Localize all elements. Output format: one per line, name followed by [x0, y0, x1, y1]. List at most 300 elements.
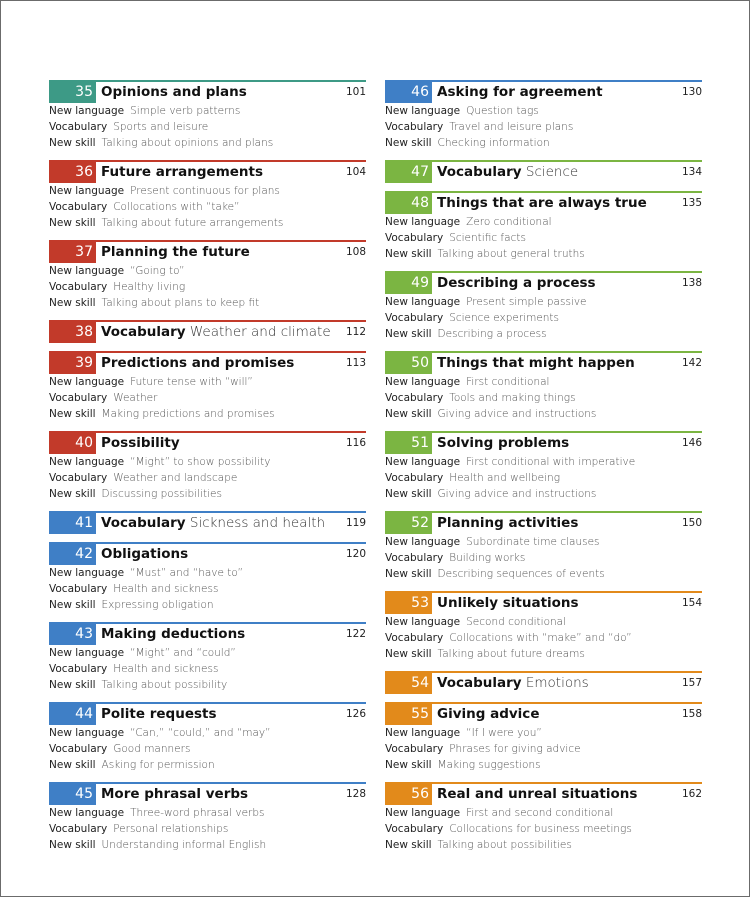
unit-page-number: 162 — [681, 788, 702, 800]
new-language-row — [385, 534, 702, 550]
row-label: New skill — [385, 137, 432, 149]
unit-title — [437, 673, 589, 694]
vocabulary-row — [49, 821, 366, 837]
unit-number-badge: 36 — [49, 162, 96, 183]
new-language-row — [385, 614, 702, 630]
unit-title — [101, 544, 188, 565]
row-value: Making predictions and promises — [101, 408, 275, 420]
unit-page-number: 113 — [345, 357, 366, 369]
new-skill-row — [49, 597, 366, 613]
row-label: New language — [49, 376, 125, 388]
row-label: New language — [49, 456, 125, 468]
new-language-row — [385, 294, 702, 310]
unit-page-number: 157 — [681, 677, 702, 689]
new-skill-row — [49, 757, 366, 773]
unit-title-text: Opinions and plans — [101, 84, 247, 100]
new-language-row — [49, 263, 366, 279]
vocabulary-row — [385, 741, 702, 757]
row-label: Vocabulary — [385, 552, 444, 564]
unit-entry-51[interactable] — [385, 431, 702, 502]
new-skill-row — [385, 246, 702, 262]
unit-number-badge: 35 — [49, 82, 96, 103]
unit-number-badge: 42 — [49, 544, 96, 565]
vocabulary-row — [49, 119, 366, 135]
row-label: New skill — [49, 839, 96, 851]
row-label: New skill — [385, 488, 432, 500]
row-value: Talking about future dreams — [437, 648, 585, 660]
unit-title-text: Possibility — [101, 435, 180, 451]
row-value: Simple verb patterns — [130, 105, 241, 117]
unit-header — [49, 320, 366, 343]
unit-page-number: 126 — [345, 708, 366, 720]
new-skill-row — [385, 646, 702, 662]
unit-title — [437, 82, 603, 103]
unit-page-number: 130 — [681, 86, 702, 98]
unit-header — [49, 511, 366, 534]
unit-title-text: Planning the future — [101, 244, 250, 260]
row-label: Vocabulary — [49, 472, 108, 484]
new-skill-row — [385, 135, 702, 151]
unit-title — [437, 784, 637, 805]
row-label: New language — [385, 727, 461, 739]
unit-number-badge: 46 — [385, 82, 432, 103]
unit-details — [49, 565, 366, 613]
row-value: Collocations with “make” and “do” — [449, 632, 632, 644]
row-label: New skill — [385, 328, 432, 340]
unit-number-badge: 55 — [385, 704, 432, 725]
row-label: New language — [49, 105, 125, 117]
unit-header — [385, 511, 702, 534]
unit-page-number: 134 — [681, 166, 702, 178]
unit-page-number: 138 — [681, 277, 702, 289]
unit-title-text: Giving advice — [437, 706, 540, 722]
unit-entry-56[interactable] — [385, 782, 702, 853]
unit-details — [385, 725, 702, 773]
vocabulary-row — [385, 390, 702, 406]
unit-number-badge: 52 — [385, 513, 432, 534]
unit-title-text: Making deductions — [101, 626, 246, 642]
unit-page-number: 120 — [345, 548, 366, 560]
unit-header — [49, 80, 366, 103]
row-label: New language — [49, 807, 125, 819]
row-label: New skill — [385, 648, 432, 660]
row-label: New skill — [385, 248, 432, 260]
unit-entry-49[interactable] — [385, 271, 702, 342]
unit-number-badge: 56 — [385, 784, 432, 805]
new-language-row — [49, 103, 366, 119]
vocabulary-row — [49, 581, 366, 597]
unit-page-number: 150 — [681, 517, 702, 529]
row-value: Talking about possibilities — [437, 839, 572, 851]
vocabulary-row — [49, 470, 366, 486]
unit-header — [49, 782, 366, 805]
row-value: Making suggestions — [437, 759, 541, 771]
unit-details — [49, 263, 366, 311]
row-label: New skill — [385, 839, 432, 851]
unit-header — [49, 542, 366, 565]
unit-title-text: Obligations — [101, 546, 189, 562]
unit-number-badge: 40 — [49, 433, 96, 454]
row-label: New skill — [385, 408, 432, 420]
unit-header — [49, 160, 366, 183]
unit-header — [49, 431, 366, 454]
row-value: Personal relationships — [113, 823, 229, 835]
row-label: New skill — [49, 408, 96, 420]
vocabulary-row — [49, 741, 366, 757]
unit-page-number: 116 — [345, 437, 366, 449]
row-value: Health and wellbeing — [449, 472, 560, 484]
unit-header — [385, 591, 702, 614]
unit-details — [49, 103, 366, 151]
unit-title-text: Vocabulary — [101, 324, 186, 340]
new-language-row — [385, 454, 702, 470]
row-value: Tools and making things — [449, 392, 576, 404]
row-label: New language — [49, 647, 125, 659]
row-value: Talking about opinions and plans — [101, 137, 274, 149]
row-value: Talking about future arrangements — [101, 217, 284, 229]
vocabulary-row — [385, 630, 702, 646]
unit-number-badge: 39 — [49, 353, 96, 374]
unit-entry-36[interactable] — [49, 160, 366, 231]
vocabulary-row — [49, 279, 366, 295]
unit-header — [49, 622, 366, 645]
unit-page-number: 119 — [345, 517, 366, 529]
unit-number-badge: 49 — [385, 273, 432, 294]
row-value: Building works — [449, 552, 526, 564]
row-value: First and second conditional — [466, 807, 614, 819]
unit-title — [101, 322, 331, 343]
unit-title-text: Describing a process — [437, 275, 596, 291]
unit-title-text: Asking for agreement — [437, 84, 603, 100]
row-value: Travel and leisure plans — [449, 121, 574, 133]
unit-entry-37[interactable] — [49, 240, 366, 311]
row-value: Present simple passive — [466, 296, 587, 308]
row-label: Vocabulary — [49, 121, 108, 133]
row-value: Scientific facts — [449, 232, 526, 244]
row-label: New language — [385, 105, 461, 117]
unit-entry-53[interactable] — [385, 591, 702, 662]
new-language-row — [385, 374, 702, 390]
unit-details — [49, 725, 366, 773]
unit-title — [101, 242, 250, 263]
unit-number-badge: 41 — [49, 513, 96, 534]
row-label: Vocabulary — [49, 392, 108, 404]
unit-page-number: 101 — [345, 86, 366, 98]
unit-entry-48[interactable] — [385, 191, 702, 262]
unit-entry-40[interactable] — [49, 431, 366, 502]
row-value: Science experiments — [449, 312, 560, 324]
row-value: Phrases for giving advice — [449, 743, 581, 755]
unit-title — [437, 593, 579, 614]
unit-title-text: Solving problems — [437, 435, 570, 451]
row-value: Good manners — [113, 743, 191, 755]
unit-subtitle: Science — [521, 164, 579, 180]
new-skill-row — [49, 406, 366, 422]
unit-title — [101, 82, 247, 103]
unit-entry-42[interactable] — [49, 542, 366, 613]
row-label: Vocabulary — [49, 583, 108, 595]
row-label: New language — [385, 536, 461, 548]
unit-page-number: 142 — [681, 357, 702, 369]
unit-entry-39[interactable] — [49, 351, 366, 422]
row-value: Zero conditional — [466, 216, 552, 228]
row-value: Weather — [113, 392, 158, 404]
unit-header — [385, 191, 702, 214]
vocabulary-row — [385, 119, 702, 135]
row-label: New skill — [49, 488, 96, 500]
unit-title-text: Polite requests — [101, 706, 217, 722]
unit-title-text: Future arrangements — [101, 164, 264, 180]
unit-title-text: Vocabulary — [437, 164, 522, 180]
row-value: Collocations with “take” — [113, 201, 240, 213]
unit-header — [49, 351, 366, 374]
new-language-row — [49, 645, 366, 661]
new-language-row — [49, 183, 366, 199]
row-value: “Might” to show possibility — [130, 456, 271, 468]
row-label: New language — [385, 216, 461, 228]
row-value: Future tense with “will” — [130, 376, 253, 388]
unit-page-number: 122 — [345, 628, 366, 640]
row-label: New skill — [49, 217, 96, 229]
row-value: “If I were you” — [466, 727, 542, 739]
new-skill-row — [385, 326, 702, 342]
row-value: “Might” and “could” — [130, 647, 236, 659]
unit-title-text: Unlikely situations — [437, 595, 579, 611]
unit-entry-45[interactable] — [49, 782, 366, 853]
unit-title-text: Predictions and promises — [101, 355, 295, 371]
row-value: Asking for permission — [101, 759, 215, 771]
unit-entry-44[interactable] — [49, 702, 366, 773]
row-label: New skill — [49, 297, 96, 309]
unit-number-badge: 37 — [49, 242, 96, 263]
unit-details — [385, 214, 702, 262]
row-label: New skill — [49, 679, 96, 691]
unit-details — [385, 294, 702, 342]
vocabulary-row — [385, 821, 702, 837]
row-label: Vocabulary — [49, 281, 108, 293]
vocabulary-row — [385, 230, 702, 246]
row-value: Collocations for business meetings — [449, 823, 632, 835]
row-value: First conditional with imperative — [466, 456, 636, 468]
vocabulary-row — [385, 310, 702, 326]
unit-page-number: 108 — [345, 246, 366, 258]
unit-details — [49, 805, 366, 853]
unit-subtitle: Weather and climate — [185, 324, 331, 340]
row-value: “Going to” — [130, 265, 185, 277]
row-value: Present continuous for plans — [130, 185, 280, 197]
row-label: New language — [385, 807, 461, 819]
unit-page-number: 112 — [345, 326, 366, 338]
unit-header — [385, 271, 702, 294]
vocabulary-row — [49, 661, 366, 677]
row-label: Vocabulary — [49, 743, 108, 755]
unit-title — [437, 353, 635, 374]
row-label: New language — [385, 616, 461, 628]
unit-entry-52[interactable] — [385, 511, 702, 582]
unit-header — [385, 671, 702, 694]
unit-header — [49, 702, 366, 725]
contents-column-right — [385, 80, 702, 862]
new-skill-row — [49, 215, 366, 231]
new-skill-row — [385, 486, 702, 502]
unit-title — [437, 513, 578, 534]
unit-header — [385, 351, 702, 374]
new-skill-row — [385, 837, 702, 853]
unit-details — [385, 614, 702, 662]
new-skill-row — [49, 295, 366, 311]
unit-header — [385, 702, 702, 725]
unit-number-badge: 43 — [49, 624, 96, 645]
row-value: Subordinate time clauses — [466, 536, 600, 548]
unit-number-badge: 44 — [49, 704, 96, 725]
row-value: Healthy living — [113, 281, 186, 293]
unit-title — [437, 273, 596, 294]
unit-title — [101, 784, 248, 805]
unit-header — [385, 160, 702, 183]
unit-title — [101, 513, 325, 534]
unit-header — [385, 782, 702, 805]
unit-number-badge: 50 — [385, 353, 432, 374]
row-value: Expressing obligation — [101, 599, 214, 611]
vocabulary-row — [49, 199, 366, 215]
new-skill-row — [385, 566, 702, 582]
unit-details — [385, 103, 702, 151]
unit-entry-38[interactable] — [49, 320, 366, 343]
unit-entry-50[interactable] — [385, 351, 702, 422]
unit-entry-35[interactable] — [49, 80, 366, 151]
row-value: Question tags — [466, 105, 539, 117]
row-label: New skill — [49, 137, 96, 149]
unit-title-text: Vocabulary — [437, 675, 522, 691]
unit-title — [437, 193, 647, 214]
row-label: New skill — [49, 759, 96, 771]
row-label: Vocabulary — [385, 472, 444, 484]
row-label: Vocabulary — [385, 392, 444, 404]
unit-title — [101, 624, 245, 645]
row-label: Vocabulary — [49, 201, 108, 213]
row-label: Vocabulary — [385, 312, 444, 324]
unit-details — [49, 374, 366, 422]
new-skill-row — [385, 757, 702, 773]
new-language-row — [49, 725, 366, 741]
vocabulary-row — [49, 390, 366, 406]
unit-entry-55[interactable] — [385, 702, 702, 773]
unit-subtitle: Emotions — [521, 675, 589, 691]
new-skill-row — [49, 677, 366, 693]
unit-page-number: 128 — [345, 788, 366, 800]
row-value: Health and sickness — [113, 583, 219, 595]
unit-page-number: 154 — [681, 597, 702, 609]
row-label: Vocabulary — [385, 632, 444, 644]
unit-number-badge: 45 — [49, 784, 96, 805]
unit-details — [49, 183, 366, 231]
new-language-row — [385, 214, 702, 230]
unit-title-text: Things that are always true — [437, 195, 647, 211]
unit-title — [101, 433, 180, 454]
unit-details — [49, 454, 366, 502]
row-label: Vocabulary — [385, 823, 444, 835]
new-skill-row — [49, 837, 366, 853]
contents-column-left — [49, 80, 366, 862]
row-value: Giving advice and instructions — [437, 488, 597, 500]
unit-title — [437, 162, 578, 183]
unit-title-text: Real and unreal situations — [437, 786, 638, 802]
unit-title-text: More phrasal verbs — [101, 786, 249, 802]
new-language-row — [385, 725, 702, 741]
row-label: New language — [49, 567, 125, 579]
unit-entry-43[interactable] — [49, 622, 366, 693]
row-value: First conditional — [466, 376, 550, 388]
new-language-row — [49, 454, 366, 470]
row-label: Vocabulary — [385, 232, 444, 244]
row-label: New language — [385, 376, 461, 388]
row-label: New skill — [385, 568, 432, 580]
row-label: New language — [49, 265, 125, 277]
unit-number-badge: 54 — [385, 673, 432, 694]
unit-page-number: 104 — [345, 166, 366, 178]
new-skill-row — [49, 486, 366, 502]
unit-details — [385, 374, 702, 422]
row-value: Weather and landscape — [113, 472, 238, 484]
row-value: Describing a process — [437, 328, 547, 340]
unit-entry-41[interactable] — [49, 511, 366, 534]
unit-title — [101, 162, 263, 183]
unit-entry-46[interactable] — [385, 80, 702, 151]
unit-title-text: Things that might happen — [437, 355, 635, 371]
unit-subtitle: Sickness and health — [185, 515, 326, 531]
row-label: Vocabulary — [385, 743, 444, 755]
row-label: New language — [49, 185, 125, 197]
unit-page-number: 158 — [681, 708, 702, 720]
row-label: Vocabulary — [49, 823, 108, 835]
row-value: Second conditional — [466, 616, 567, 628]
unit-details — [385, 805, 702, 853]
row-value: Talking about plans to keep fit — [101, 297, 260, 309]
row-label: New language — [49, 727, 125, 739]
row-value: “Must” and “have to” — [130, 567, 243, 579]
row-value: Understanding informal English — [101, 839, 267, 851]
unit-number-badge: 53 — [385, 593, 432, 614]
new-skill-row — [49, 135, 366, 151]
unit-title-text: Vocabulary — [101, 515, 186, 531]
new-language-row — [385, 805, 702, 821]
new-skill-row — [385, 406, 702, 422]
unit-title — [101, 353, 294, 374]
unit-header — [385, 431, 702, 454]
row-value: “Can,” “could,” and “may” — [130, 727, 271, 739]
row-label: New skill — [49, 599, 96, 611]
unit-entry-54[interactable] — [385, 671, 702, 694]
unit-title — [101, 704, 217, 725]
vocabulary-row — [385, 550, 702, 566]
row-value: Discussing possibilities — [101, 488, 222, 500]
new-language-row — [49, 805, 366, 821]
unit-title — [437, 433, 569, 454]
unit-title-text: Planning activities — [437, 515, 579, 531]
row-value: Checking information — [437, 137, 550, 149]
row-label: Vocabulary — [49, 663, 108, 675]
unit-number-badge: 48 — [385, 193, 432, 214]
row-value: Talking about general truths — [437, 248, 585, 260]
vocabulary-row — [385, 470, 702, 486]
row-label: New language — [385, 456, 461, 468]
row-value: Giving advice and instructions — [437, 408, 597, 420]
row-value: Describing sequences of events — [437, 568, 605, 580]
unit-number-badge: 51 — [385, 433, 432, 454]
new-language-row — [385, 103, 702, 119]
unit-number-badge: 38 — [49, 322, 96, 343]
unit-entry-47[interactable] — [385, 160, 702, 183]
